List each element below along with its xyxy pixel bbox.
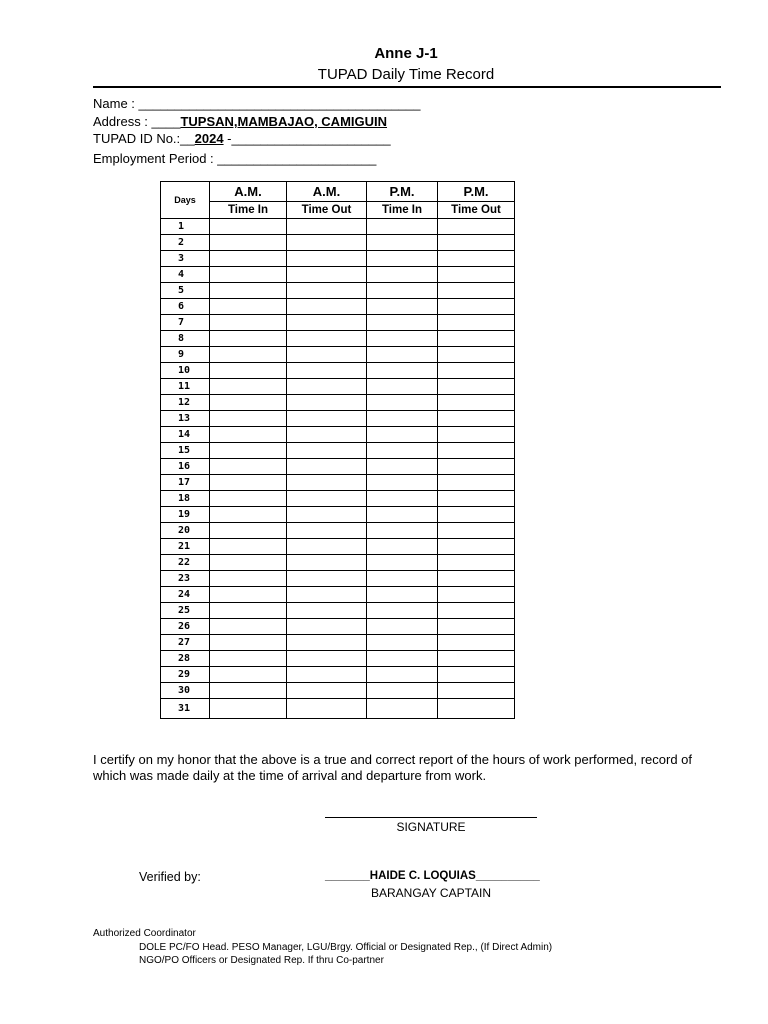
footer-line-2: DOLE PC/FO Head. PESO Manager, LGU/Brgy. Official or Designated Rep., (If Direct Admin) [139, 942, 553, 953]
table-row [161, 235, 515, 251]
am-time-out-cell[interactable] [287, 411, 367, 427]
day-number: 28 [161, 651, 210, 667]
day-number: 26 [161, 619, 210, 635]
col-4-period: P.M. [438, 182, 515, 202]
am-time-in-cell[interactable] [210, 363, 287, 379]
am-time-out-cell[interactable] [287, 347, 367, 363]
day-number: 10 [161, 363, 210, 379]
am-time-out-cell[interactable] [287, 475, 367, 491]
name-field [93, 96, 421, 111]
pm-time-out-cell[interactable] [438, 475, 515, 491]
verifier-name-line [325, 870, 544, 882]
am-time-out-cell[interactable] [287, 651, 367, 667]
day-number: 30 [161, 683, 210, 699]
day-number: 8 [161, 331, 210, 347]
table-row [161, 539, 515, 555]
am-time-out-cell[interactable] [287, 507, 367, 523]
am-time-in-cell[interactable] [210, 699, 287, 719]
pm-time-in-cell[interactable] [367, 539, 438, 555]
am-time-out-cell[interactable] [287, 235, 367, 251]
pm-time-out-cell[interactable] [438, 395, 515, 411]
name-label: Name : [93, 96, 139, 111]
pm-time-in-cell[interactable] [367, 619, 438, 635]
am-time-in-cell[interactable] [210, 379, 287, 395]
pm-time-out-cell[interactable] [438, 491, 515, 507]
pm-time-out-cell[interactable] [438, 555, 515, 571]
table-row [161, 443, 515, 459]
certification-text: I certify on my honor that the above is a true and correct report of the hours of work performed, record of which was made daily at the time of arrival and departure from work. [93, 752, 693, 783]
am-time-in-cell[interactable] [210, 331, 287, 347]
day-number: 21 [161, 539, 210, 555]
pm-time-out-cell[interactable] [438, 299, 515, 315]
address-lead: ____ [151, 114, 181, 129]
table-row [161, 459, 515, 475]
col-2-period: A.M. [287, 182, 367, 202]
day-number: 5 [161, 283, 210, 299]
am-time-in-cell[interactable] [210, 251, 287, 267]
pm-time-in-cell[interactable] [367, 235, 438, 251]
pm-time-in-cell[interactable] [367, 507, 438, 523]
am-time-out-cell[interactable] [287, 267, 367, 283]
verifier-title: BARANGAY CAPTAIN [370, 886, 492, 900]
am-time-out-cell[interactable] [287, 443, 367, 459]
days-header: Days [161, 182, 210, 219]
pm-time-in-cell[interactable] [367, 347, 438, 363]
day-number: 7 [161, 315, 210, 331]
table-row [161, 555, 515, 571]
day-number: 4 [161, 267, 210, 283]
pm-time-out-cell[interactable] [438, 379, 515, 395]
am-time-in-cell[interactable] [210, 219, 287, 235]
day-number: 12 [161, 395, 210, 411]
day-number: 1 [161, 219, 210, 235]
table-row [161, 603, 515, 619]
am-time-out-cell[interactable] [287, 379, 367, 395]
pm-time-out-cell[interactable] [438, 699, 515, 719]
table-row [161, 699, 515, 719]
am-time-out-cell[interactable] [287, 251, 367, 267]
tupad-id-label: TUPAD ID No.: [93, 131, 181, 146]
col-1-period: A.M. [210, 182, 287, 202]
am-time-out-cell[interactable] [287, 395, 367, 411]
signature-label: SIGNATURE [396, 820, 466, 834]
table-row [161, 347, 515, 363]
am-time-out-cell[interactable] [287, 699, 367, 719]
table-row [161, 651, 515, 667]
pm-time-out-cell[interactable] [438, 667, 515, 683]
table-row [161, 315, 515, 331]
am-time-out-cell[interactable] [287, 603, 367, 619]
pm-time-in-cell[interactable] [367, 219, 438, 235]
table-row [161, 395, 515, 411]
employment-period-field [93, 151, 376, 166]
pm-time-in-cell[interactable] [367, 523, 438, 539]
day-number: 17 [161, 475, 210, 491]
table-row [161, 331, 515, 347]
am-time-out-cell[interactable] [287, 315, 367, 331]
pm-time-out-cell[interactable] [438, 587, 515, 603]
pm-time-out-cell[interactable] [438, 331, 515, 347]
col-4-label: Time Out [438, 202, 515, 219]
am-time-in-cell[interactable] [210, 667, 287, 683]
form-code: Anne J-1 [374, 45, 438, 62]
table-row [161, 219, 515, 235]
am-time-in-cell[interactable] [210, 539, 287, 555]
day-number: 19 [161, 507, 210, 523]
pm-time-in-cell[interactable] [367, 411, 438, 427]
address-label: Address : [93, 114, 152, 129]
day-number: 29 [161, 667, 210, 683]
day-number: 31 [161, 699, 210, 719]
day-number: 13 [161, 411, 210, 427]
footer-line-3: NGO/PO Officers or Designated Rep. If thru Co-partner [139, 955, 384, 966]
am-time-in-cell[interactable] [210, 267, 287, 283]
am-time-in-cell[interactable] [210, 475, 287, 491]
table-row [161, 667, 515, 683]
pm-time-out-cell[interactable] [438, 427, 515, 443]
pm-time-in-cell[interactable] [367, 331, 438, 347]
day-number: 9 [161, 347, 210, 363]
am-time-in-cell[interactable] [210, 683, 287, 699]
am-time-in-cell[interactable] [210, 459, 287, 475]
pm-time-in-cell[interactable] [367, 395, 438, 411]
table-row [161, 363, 515, 379]
verifier-name: HAIDE C. LOQUIAS [369, 870, 476, 882]
address-field [93, 114, 387, 129]
day-number: 27 [161, 635, 210, 651]
pm-time-out-cell[interactable] [438, 683, 515, 699]
am-time-out-cell[interactable] [287, 283, 367, 299]
am-time-out-cell[interactable] [287, 635, 367, 651]
table-row [161, 379, 515, 395]
am-time-in-cell[interactable] [210, 523, 287, 539]
verified-by-label: Verified by: [139, 870, 201, 884]
verifier-trail: __________ [475, 870, 540, 882]
pm-time-in-cell[interactable] [367, 491, 438, 507]
day-number: 15 [161, 443, 210, 459]
pm-time-in-cell[interactable] [367, 587, 438, 603]
day-number: 6 [161, 299, 210, 315]
table-row [161, 571, 515, 587]
pm-time-out-cell[interactable] [438, 235, 515, 251]
pm-time-in-cell[interactable] [367, 683, 438, 699]
am-time-out-cell[interactable] [287, 427, 367, 443]
am-time-out-cell[interactable] [287, 587, 367, 603]
am-time-out-cell[interactable] [287, 571, 367, 587]
pm-time-out-cell[interactable] [438, 347, 515, 363]
am-time-in-cell[interactable] [210, 635, 287, 651]
am-time-in-cell[interactable] [210, 235, 287, 251]
tupad-id-lead: __ [180, 131, 195, 146]
am-time-out-cell[interactable] [287, 299, 367, 315]
day-number: 18 [161, 491, 210, 507]
pm-time-out-cell[interactable] [438, 411, 515, 427]
table-row [161, 475, 515, 491]
table-row [161, 427, 515, 443]
table-row [161, 283, 515, 299]
pm-time-out-cell[interactable] [438, 507, 515, 523]
pm-time-out-cell[interactable] [438, 443, 515, 459]
header-rule [93, 86, 721, 88]
day-number: 22 [161, 555, 210, 571]
pm-time-in-cell[interactable] [367, 571, 438, 587]
tupad-id-trail: -______________________ [223, 131, 391, 146]
pm-time-in-cell[interactable] [367, 475, 438, 491]
pm-time-out-cell[interactable] [438, 283, 515, 299]
am-time-out-cell[interactable] [287, 619, 367, 635]
pm-time-out-cell[interactable] [438, 523, 515, 539]
am-time-in-cell[interactable] [210, 491, 287, 507]
col-3-label: Time In [367, 202, 438, 219]
table-row [161, 635, 515, 651]
am-time-out-cell[interactable] [287, 459, 367, 475]
pm-time-in-cell[interactable] [367, 379, 438, 395]
col-3-period: P.M. [367, 182, 438, 202]
table-row [161, 411, 515, 427]
pm-time-out-cell[interactable] [438, 571, 515, 587]
am-time-out-cell[interactable] [287, 491, 367, 507]
am-time-in-cell[interactable] [210, 571, 287, 587]
col-1-label: Time In [210, 202, 287, 219]
pm-time-in-cell[interactable] [367, 251, 438, 267]
pm-time-in-cell[interactable] [367, 315, 438, 331]
table-row [161, 251, 515, 267]
am-time-out-cell[interactable] [287, 219, 367, 235]
day-number: 24 [161, 587, 210, 603]
am-time-in-cell[interactable] [210, 299, 287, 315]
pm-time-out-cell[interactable] [438, 459, 515, 475]
name-blank: _______________________________________ [138, 96, 421, 111]
day-number: 2 [161, 235, 210, 251]
pm-time-in-cell[interactable] [367, 667, 438, 683]
pm-time-out-cell[interactable] [438, 539, 515, 555]
signature-line [325, 817, 537, 818]
verifier-lead: _______ [325, 870, 370, 882]
am-time-in-cell[interactable] [210, 507, 287, 523]
day-number: 23 [161, 571, 210, 587]
am-time-out-cell[interactable] [287, 539, 367, 555]
am-time-in-cell[interactable] [210, 603, 287, 619]
day-number: 11 [161, 379, 210, 395]
table-row [161, 491, 515, 507]
pm-time-out-cell[interactable] [438, 363, 515, 379]
pm-time-out-cell[interactable] [438, 651, 515, 667]
pm-time-in-cell[interactable] [367, 635, 438, 651]
table-row [161, 523, 515, 539]
address-value: TUPSAN,MAMBAJAO, CAMIGUIN [180, 114, 388, 129]
pm-time-in-cell[interactable] [367, 267, 438, 283]
am-time-in-cell[interactable] [210, 443, 287, 459]
pm-time-out-cell[interactable] [438, 619, 515, 635]
am-time-out-cell[interactable] [287, 523, 367, 539]
am-time-in-cell[interactable] [210, 315, 287, 331]
pm-time-out-cell[interactable] [438, 635, 515, 651]
am-time-in-cell[interactable] [210, 587, 287, 603]
pm-time-in-cell[interactable] [367, 299, 438, 315]
table-row [161, 507, 515, 523]
am-time-out-cell[interactable] [287, 555, 367, 571]
am-time-in-cell[interactable] [210, 411, 287, 427]
day-number: 14 [161, 427, 210, 443]
day-number: 25 [161, 603, 210, 619]
am-time-out-cell[interactable] [287, 667, 367, 683]
day-number: 20 [161, 523, 210, 539]
am-time-out-cell[interactable] [287, 363, 367, 379]
form-title: TUPAD Daily Time Record [317, 66, 495, 83]
pm-time-in-cell[interactable] [367, 699, 438, 719]
table-row [161, 299, 515, 315]
am-time-in-cell[interactable] [210, 347, 287, 363]
pm-time-out-cell[interactable] [438, 251, 515, 267]
tupad-id-field [93, 131, 391, 146]
pm-time-in-cell[interactable] [367, 283, 438, 299]
col-2-label: Time Out [287, 202, 367, 219]
pm-time-out-cell[interactable] [438, 603, 515, 619]
am-time-in-cell[interactable] [210, 395, 287, 411]
pm-time-in-cell[interactable] [367, 363, 438, 379]
table-row [161, 587, 515, 603]
pm-time-in-cell[interactable] [367, 603, 438, 619]
pm-time-in-cell[interactable] [367, 651, 438, 667]
am-time-out-cell[interactable] [287, 331, 367, 347]
table-row [161, 683, 515, 699]
am-time-out-cell[interactable] [287, 683, 367, 699]
time-record-body [161, 219, 515, 719]
pm-time-out-cell[interactable] [438, 267, 515, 283]
am-time-in-cell[interactable] [210, 555, 287, 571]
footer-line-1: Authorized Coordinator [93, 928, 196, 939]
am-time-in-cell[interactable] [210, 283, 287, 299]
table-row [161, 267, 515, 283]
employment-blank: ______________________ [217, 151, 377, 166]
tupad-id-value: 2024 [194, 131, 224, 146]
time-record-table [160, 181, 515, 719]
day-number: 3 [161, 251, 210, 267]
day-number: 16 [161, 459, 210, 475]
pm-time-in-cell[interactable] [367, 443, 438, 459]
pm-time-out-cell[interactable] [438, 315, 515, 331]
pm-time-in-cell[interactable] [367, 427, 438, 443]
pm-time-in-cell[interactable] [367, 555, 438, 571]
am-time-in-cell[interactable] [210, 651, 287, 667]
am-time-in-cell[interactable] [210, 619, 287, 635]
pm-time-in-cell[interactable] [367, 459, 438, 475]
employment-label: Employment Period : [93, 151, 218, 166]
am-time-in-cell[interactable] [210, 427, 287, 443]
pm-time-out-cell[interactable] [438, 219, 515, 235]
table-row [161, 619, 515, 635]
